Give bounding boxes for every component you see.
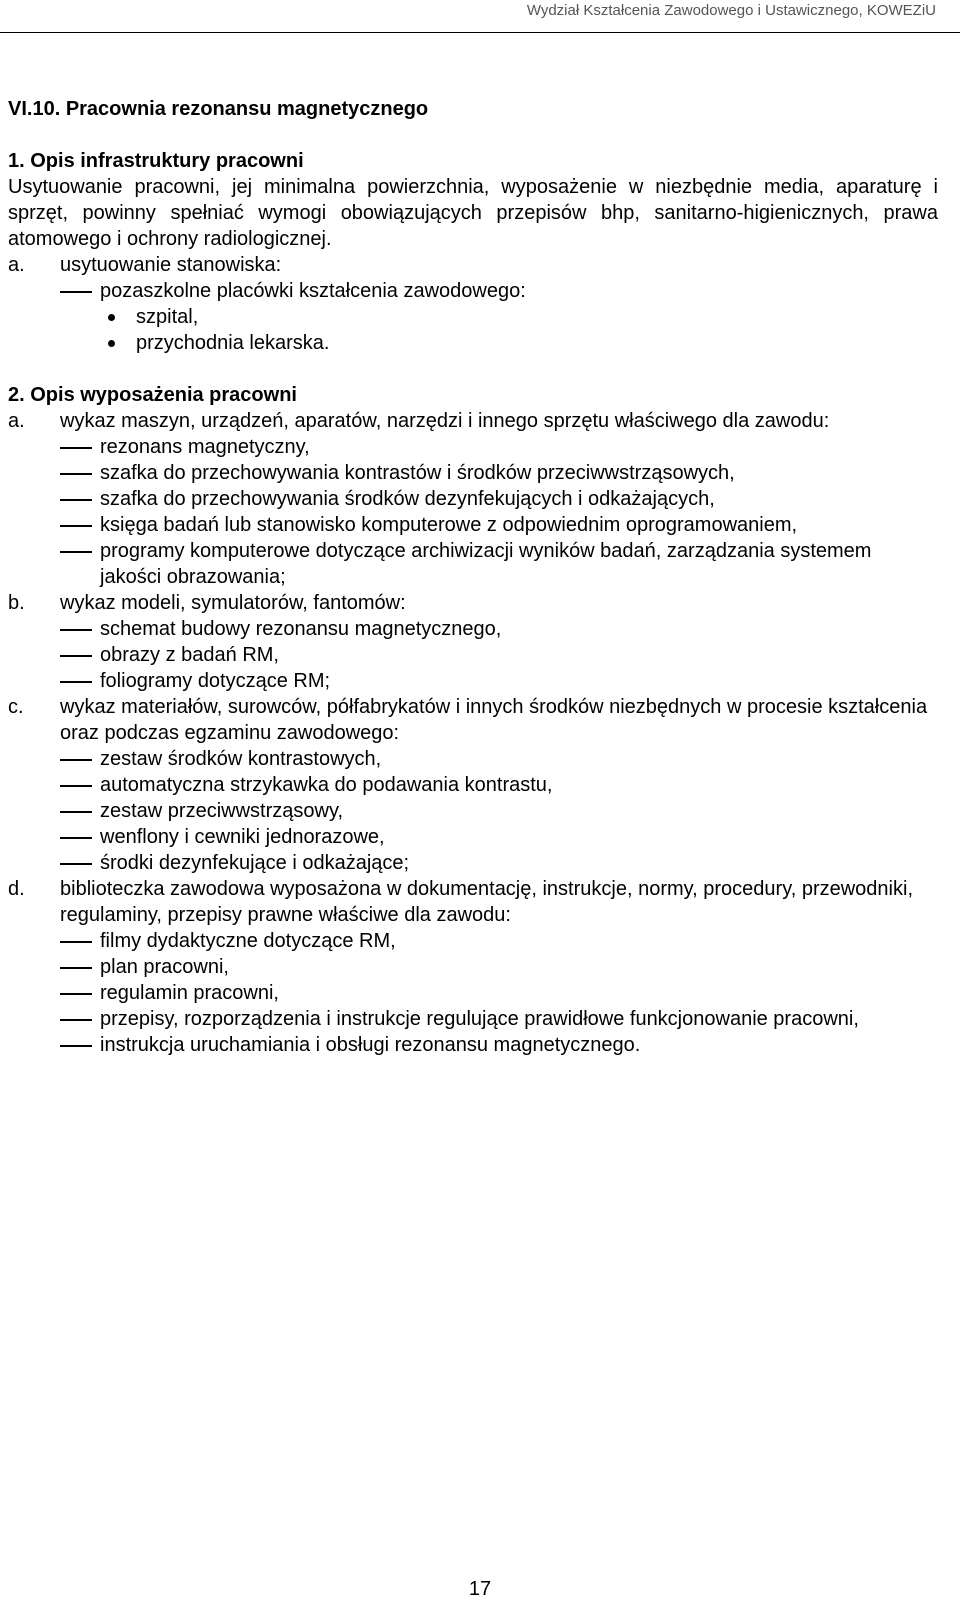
list-item-text: foliogramy dotyczące RM; — [100, 670, 331, 692]
list-item — [8, 304, 938, 330]
item-letter: a. — [8, 410, 25, 432]
list-item — [8, 512, 938, 538]
section-1-dash-list — [8, 278, 938, 304]
page-header — [0, 0, 960, 33]
dash-marker — [60, 798, 100, 824]
dash-marker — [60, 1006, 100, 1032]
list-item-text: zestaw przeciwwstrząsowy, — [100, 800, 344, 822]
dash-marker — [60, 486, 100, 512]
dash-marker — [60, 928, 100, 954]
item-letter: a. — [8, 254, 25, 276]
section-2-item-b — [8, 590, 938, 616]
list-item-text: szafka do przechowywania kontrastów i środków przeciwwstrząsowych, — [100, 462, 735, 484]
dash-marker — [60, 668, 100, 694]
list-item-text: pozaszkolne placówki kształcenia zawodowego: — [100, 280, 526, 302]
list-item — [8, 460, 938, 486]
list-item — [8, 954, 938, 980]
list-item — [8, 824, 938, 850]
dash-marker — [60, 642, 100, 668]
dash-marker — [60, 460, 100, 486]
dash-marker — [60, 1032, 100, 1058]
item-letter: d. — [8, 878, 25, 900]
list-item-text: zestaw środków kontrastowych, — [100, 748, 382, 770]
list-item — [8, 616, 938, 642]
dash-marker — [60, 772, 100, 798]
list-item-text: przepisy, rozporządzenia i instrukcje regulujące prawidłowe funkcjonowanie pracowni, — [100, 1008, 859, 1030]
bullet-icon — [100, 304, 136, 330]
list-item-text: filmy dydaktyczne dotyczące RM, — [100, 930, 396, 952]
section-2-b-list — [8, 616, 938, 694]
bullet-icon — [100, 330, 136, 356]
dash-marker — [60, 512, 100, 538]
list-item — [8, 330, 938, 356]
list-item — [8, 746, 938, 772]
section-1-intro: Usytuowanie pracowni, jej minimalna powierzchnia, wyposażenie w niezbędnie media, aparaturę i sprzęt, powinny spełniać wymogi obowiązujących przepisów bhp, sanitarno-higienicznych, prawa atomowego i ochrony radiologicznej. — [8, 176, 938, 250]
list-item-text: plan pracowni, — [100, 956, 229, 978]
section-2-item-c — [8, 694, 938, 746]
dash-marker — [60, 980, 100, 1006]
section-2-c-list — [8, 746, 938, 876]
dash-marker — [60, 434, 100, 460]
list-item — [8, 278, 938, 304]
list-item-text: przychodnia lekarska. — [136, 332, 330, 354]
list-item — [8, 668, 938, 694]
dash-marker — [60, 824, 100, 850]
dash-marker — [60, 850, 100, 876]
list-item — [8, 850, 938, 876]
list-item — [8, 1006, 938, 1032]
item-text: wykaz modeli, symulatorów, fantomów: — [60, 592, 406, 614]
list-item-text: środki dezynfekujące i odkażające; — [100, 852, 410, 874]
list-item-text: schemat budowy rezonansu magnetycznego, — [100, 618, 502, 640]
list-item-text: instrukcja uruchamiania i obsługi rezonansu magnetycznego. — [100, 1034, 641, 1056]
item-text: wykaz materiałów, surowców, półfabrykatów i innych środków niezbędnych w procesie kształcenia oraz podczas egzaminu zawodowego: — [60, 696, 928, 744]
dash-marker — [60, 954, 100, 980]
page-number: 17 — [468, 1578, 492, 1600]
page-title: VI.10. Pracownia rezonansu magnetycznego — [8, 98, 429, 120]
list-item-text: rezonans magnetyczny, — [100, 436, 310, 458]
section-2-a-list — [8, 434, 938, 590]
list-item-text: automatyczna strzykawka do podawania kontrastu, — [100, 774, 553, 796]
section-1-bullet-list — [8, 304, 938, 356]
section-2-item-d — [8, 876, 938, 928]
item-text: biblioteczka zawodowa wyposażona w dokumentację, instrukcje, normy, procedury, przewodniki, regulaminy, przepisy prawne właściwe dla zawodu: — [60, 878, 913, 926]
list-item-text: programy komputerowe dotyczące archiwizacji wyników badań, zarządzania systemem jakości obrazowania; — [100, 540, 872, 588]
list-item-text: obrazy z badań RM, — [100, 644, 279, 666]
item-text: usytuowanie stanowiska: — [60, 254, 282, 276]
list-item — [8, 434, 938, 460]
section-2-item-a — [8, 408, 938, 434]
list-item — [8, 486, 938, 512]
section-1-item-a — [8, 252, 938, 278]
list-item — [8, 928, 938, 954]
list-item-text: szafka do przechowywania środków dezynfekujących i odkażających, — [100, 488, 715, 510]
list-item-text: księga badań lub stanowisko komputerowe z odpowiednim oprogramowaniem, — [100, 514, 798, 536]
dash-marker — [60, 616, 100, 642]
list-item-text: szpital, — [136, 306, 199, 328]
list-item — [8, 772, 938, 798]
document-body — [8, 96, 938, 1058]
section-2-heading: 2. Opis wyposażenia pracowni — [8, 384, 297, 406]
item-letter: c. — [8, 696, 24, 718]
header-text: Wydział Kształcenia Zawodowego i Ustawicznego, KOWEZiU — [526, 2, 936, 19]
section-2-d-list — [8, 928, 938, 1058]
list-item — [8, 642, 938, 668]
section-1-heading: 1. Opis infrastruktury pracowni — [8, 150, 304, 172]
list-item — [8, 538, 938, 590]
dash-marker — [60, 278, 100, 304]
list-item — [8, 980, 938, 1006]
dash-marker — [60, 746, 100, 772]
item-text: wykaz maszyn, urządzeń, aparatów, narzędzi i innego sprzętu właściwego dla zawodu: — [60, 410, 830, 432]
list-item-text: regulamin pracowni, — [100, 982, 279, 1004]
list-item — [8, 798, 938, 824]
list-item-text: wenflony i cewniki jednorazowe, — [100, 826, 385, 848]
item-letter: b. — [8, 592, 25, 614]
list-item — [8, 1032, 938, 1058]
dash-marker — [60, 538, 100, 590]
